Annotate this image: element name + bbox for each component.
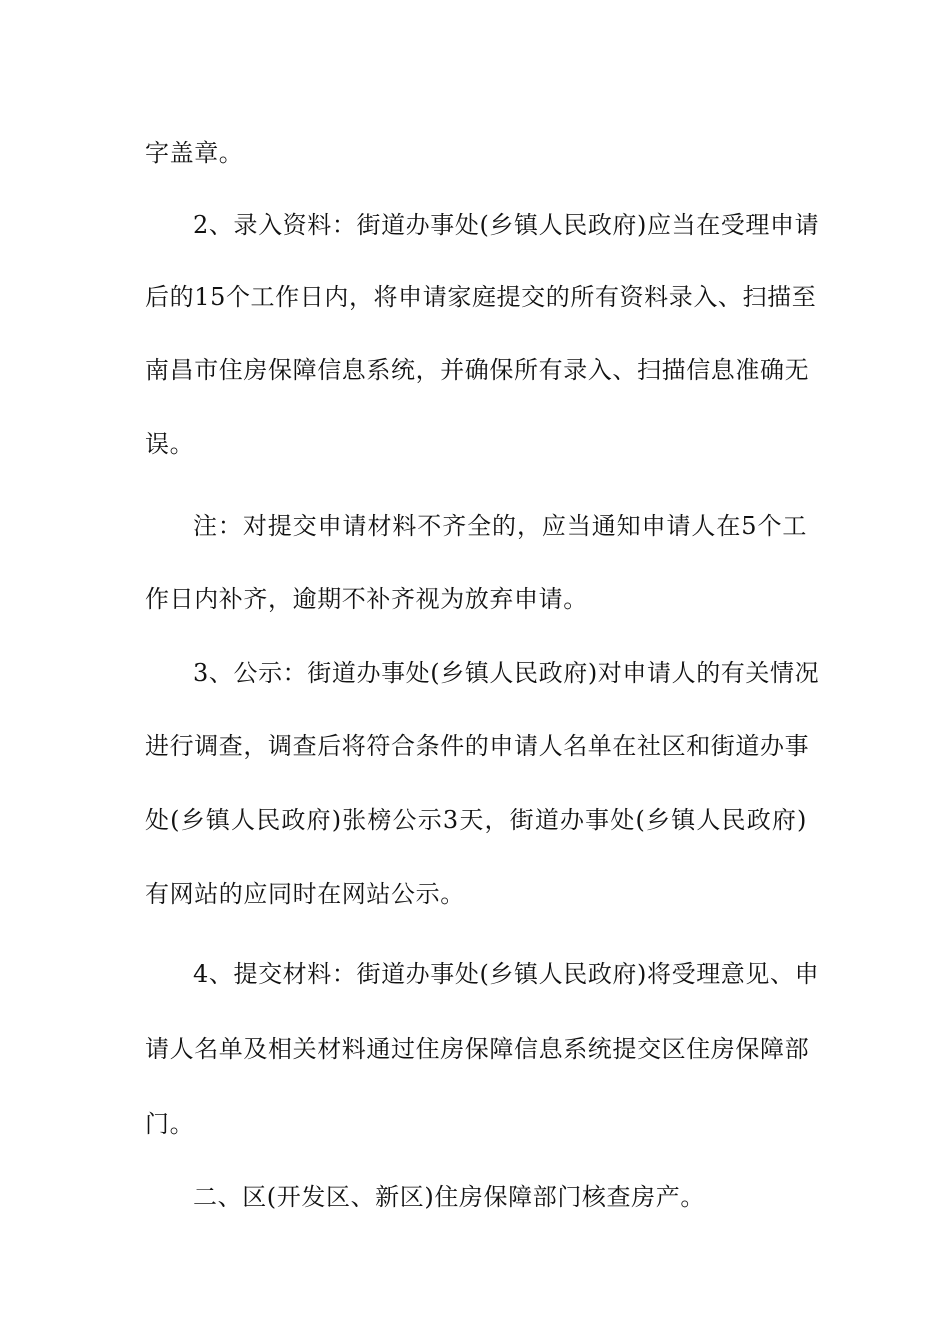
paragraph-first-line: 2、录入资料：街道办事处(乡镇人民政府)应当在受理申请 <box>193 211 820 239</box>
text-line: 处(乡镇人民政府)张榜公示3天，街道办事处(乡镇人民政府) <box>145 806 807 834</box>
text-line: 字盖章。 <box>145 139 244 167</box>
text-line: 误。 <box>145 430 195 458</box>
paragraph-first-line: 4、提交材料：街道办事处(乡镇人民政府)将受理意见、申 <box>193 960 820 988</box>
text-line: 请人名单及相关材料通过住房保障信息系统提交区住房保障部 <box>145 1035 810 1063</box>
text-line: 门。 <box>145 1110 195 1138</box>
text-line: 有网站的应同时在网站公示。 <box>145 880 465 908</box>
paragraph-first-line: 3、公示：街道办事处(乡镇人民政府)对申请人的有关情况 <box>193 659 820 687</box>
section-heading: 二、区(开发区、新区)住房保障部门核查房产。 <box>193 1183 705 1211</box>
text-line: 进行调查，调查后将符合条件的申请人名单在社区和街道办事 <box>145 732 810 760</box>
text-line: 作日内补齐，逾期不补齐视为放弃申请。 <box>145 585 588 613</box>
text-line: 后的15个工作日内，将申请家庭提交的所有资料录入、扫描至 <box>145 283 817 311</box>
paragraph-first-line: 注：对提交申请材料不齐全的，应当通知申请人在5个工 <box>193 512 807 540</box>
text-line: 南昌市住房保障信息系统，并确保所有录入、扫描信息准确无 <box>145 356 810 384</box>
